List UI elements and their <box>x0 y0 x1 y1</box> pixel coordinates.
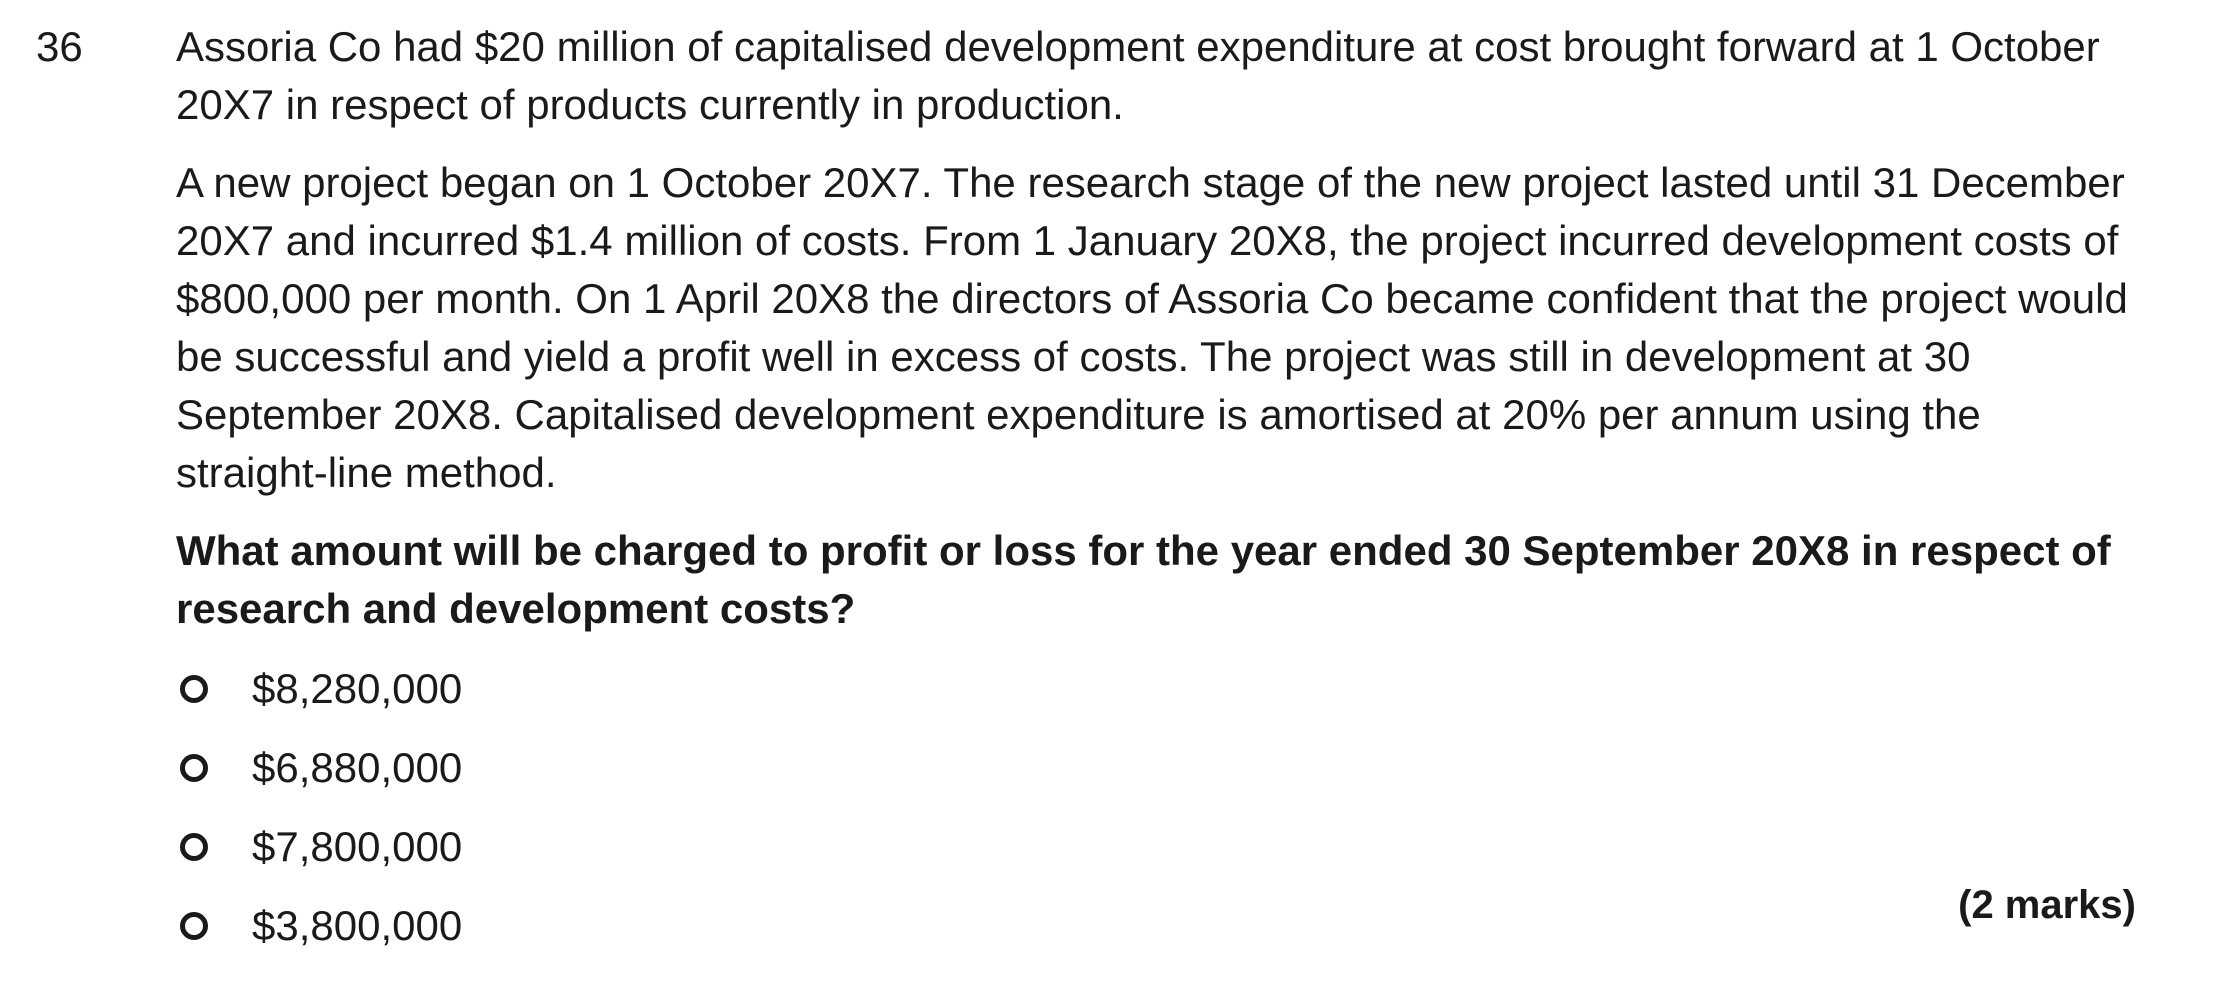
answer-option-4[interactable] <box>176 897 2136 955</box>
radio-button-icon[interactable] <box>180 754 208 782</box>
question-number: 36 <box>36 23 83 70</box>
answer-option-3[interactable] <box>176 818 2136 876</box>
answer-option-label: $8,280,000 <box>252 665 463 712</box>
radio-button-icon[interactable] <box>180 912 208 940</box>
answer-option-1[interactable] <box>176 660 2136 718</box>
radio-button-icon[interactable] <box>180 675 208 703</box>
question-paragraph-1: Assoria Co had $20 million of capitalised development expenditure at cost brought forward at 1 October 20X7 in respect of products currently in production. <box>176 23 2100 128</box>
answer-option-label: $3,800,000 <box>252 902 463 949</box>
question-paragraph-2: A new project began on 1 October 20X7. The research stage of the new project lasted until 31 December 20X7 and incurred $1.4 million of costs. From 1 January 20X8, the project incurred development costs of $800,000 per month. On 1 April 20X8 the directors of Assoria Co became confident that the project would be successful and yield a profit well in excess of costs. The project was still in development at 30 September 20X8. Capitalised development expenditure is amortised at 20% per annum using the straight-line method. <box>176 159 2128 496</box>
answer-option-2[interactable] <box>176 739 2136 797</box>
answer-option-label: $7,800,000 <box>252 823 463 870</box>
marks-label: (2 marks) <box>1958 883 2136 927</box>
question-prompt: What amount will be charged to profit or loss for the year ended 30 September 20X8 in respect of research and development costs? <box>176 527 2111 632</box>
answer-option-label: $6,880,000 <box>252 744 463 791</box>
radio-button-icon[interactable] <box>180 833 208 861</box>
question-body <box>176 18 2136 976</box>
answer-options <box>176 660 2136 955</box>
